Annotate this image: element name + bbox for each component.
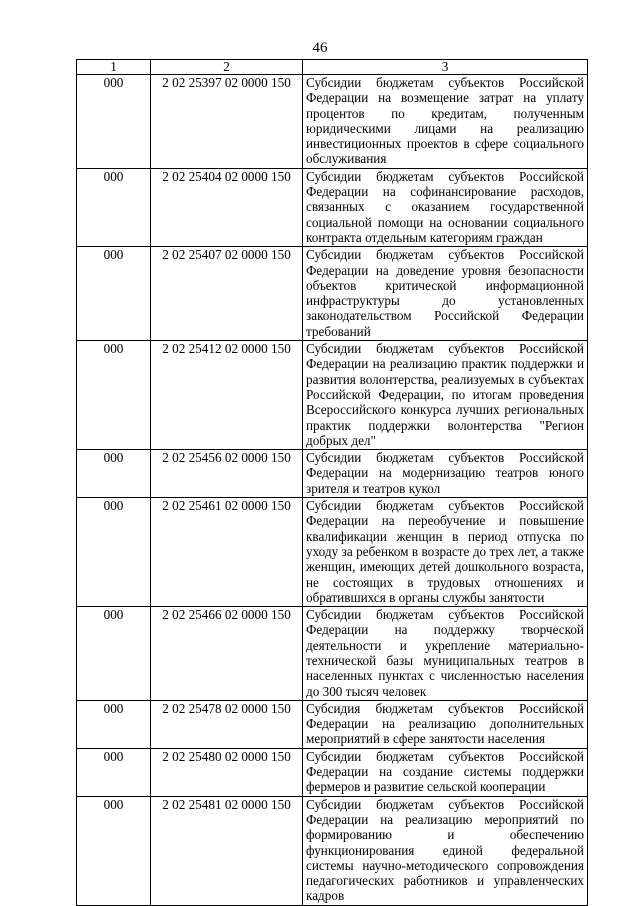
table-row [77, 341, 588, 450]
table-row [77, 247, 588, 341]
page-number: 46 [312, 40, 328, 56]
row-code: 000 [77, 607, 151, 701]
row-name: Субсидии бюджетам субъектов Российской Федерации на возмещение затрат на уплату процентов по кредитам, полученным юридическими лицами на реализацию инвестиционных проектов в сфере социального обслуживания [303, 75, 588, 169]
row-kbk: 2 02 25466 02 0000 150 [151, 607, 303, 701]
row-code: 000 [77, 796, 151, 905]
row-name: Субсидии бюджетам субъектов Российской Федерации на поддержку творческой деятельности и укрепление материально-технической базы муниципальных театров в населенных пунктах с численностью населения до 300 тысяч человек [303, 607, 588, 701]
row-kbk: 2 02 25461 02 0000 150 [151, 498, 303, 607]
row-name: Субсидии бюджетам субъектов Российской Федерации на доведение уровня безопасности объектов критической информационной инфраструктуры до установленных законодательством Российской Федерации требований [303, 247, 588, 341]
header-col-1: 1 [77, 60, 151, 75]
budget-classification-table [76, 59, 588, 906]
row-name: Субсидии бюджетам субъектов Российской Федерации на создание системы поддержки фермеров и развитие сельской кооперации [303, 748, 588, 796]
row-code: 000 [77, 341, 151, 450]
row-kbk: 2 02 25481 02 0000 150 [151, 796, 303, 905]
row-name: Субсидии бюджетам субъектов Российской Федерации на реализацию мероприятий по формированию и обеспечению функционирования единой федеральной системы научно-методического сопровождения педагогических работников и управленческих кадров [303, 796, 588, 905]
row-code: 000 [77, 168, 151, 246]
row-kbk: 2 02 25480 02 0000 150 [151, 748, 303, 796]
row-kbk: 2 02 25397 02 0000 150 [151, 75, 303, 169]
row-code: 000 [77, 247, 151, 341]
table-header-row [77, 60, 588, 75]
row-kbk: 2 02 25456 02 0000 150 [151, 450, 303, 498]
table-row [77, 498, 588, 607]
row-kbk: 2 02 25404 02 0000 150 [151, 168, 303, 246]
row-name: Субсидии бюджетам субъектов Российской Федерации на переобучение и повышение квалификации женщин в период отпуска по уходу за ребенком в возрасте до трех лет, а также женщин, имеющих детей дошкольного возраста, не состоящих в трудовых отношениях и обратившихся в органы службы занятости [303, 498, 588, 607]
row-code: 000 [77, 700, 151, 748]
row-name: Субсидии бюджетам субъектов Российской Федерации на софинансирование расходов, связанных с оказанием государственной социальной помощи на основании социального контракта отдельным категориям граждан [303, 168, 588, 246]
header-col-3: 3 [303, 60, 588, 75]
row-name: Субсидии бюджетам субъектов Российской Федерации на реализацию практик поддержки и развития волонтерства, реализуемых в субъектах Российской Федерации, по итогам проведения Всероссийского конкурса лучших региональных практик поддержки волонтерства "Регион добрых дел" [303, 341, 588, 450]
row-kbk: 2 02 25407 02 0000 150 [151, 247, 303, 341]
row-name: Субсидии бюджетам субъектов Российской Федерации на модернизацию театров юного зрителя и театров кукол [303, 450, 588, 498]
row-code: 000 [77, 748, 151, 796]
row-code: 000 [77, 450, 151, 498]
table-row [77, 75, 588, 169]
table-row [77, 748, 588, 796]
table-row [77, 168, 588, 246]
table-row [77, 450, 588, 498]
row-code: 000 [77, 498, 151, 607]
header-col-2: 2 [151, 60, 303, 75]
table-row [77, 700, 588, 748]
table-row [77, 607, 588, 701]
row-kbk: 2 02 25412 02 0000 150 [151, 341, 303, 450]
table-row [77, 796, 588, 905]
row-name: Субсидия бюджетам субъектов Российской Федерации на реализацию дополнительных мероприятий в сфере занятости населения [303, 700, 588, 748]
row-code: 000 [77, 75, 151, 169]
row-kbk: 2 02 25478 02 0000 150 [151, 700, 303, 748]
